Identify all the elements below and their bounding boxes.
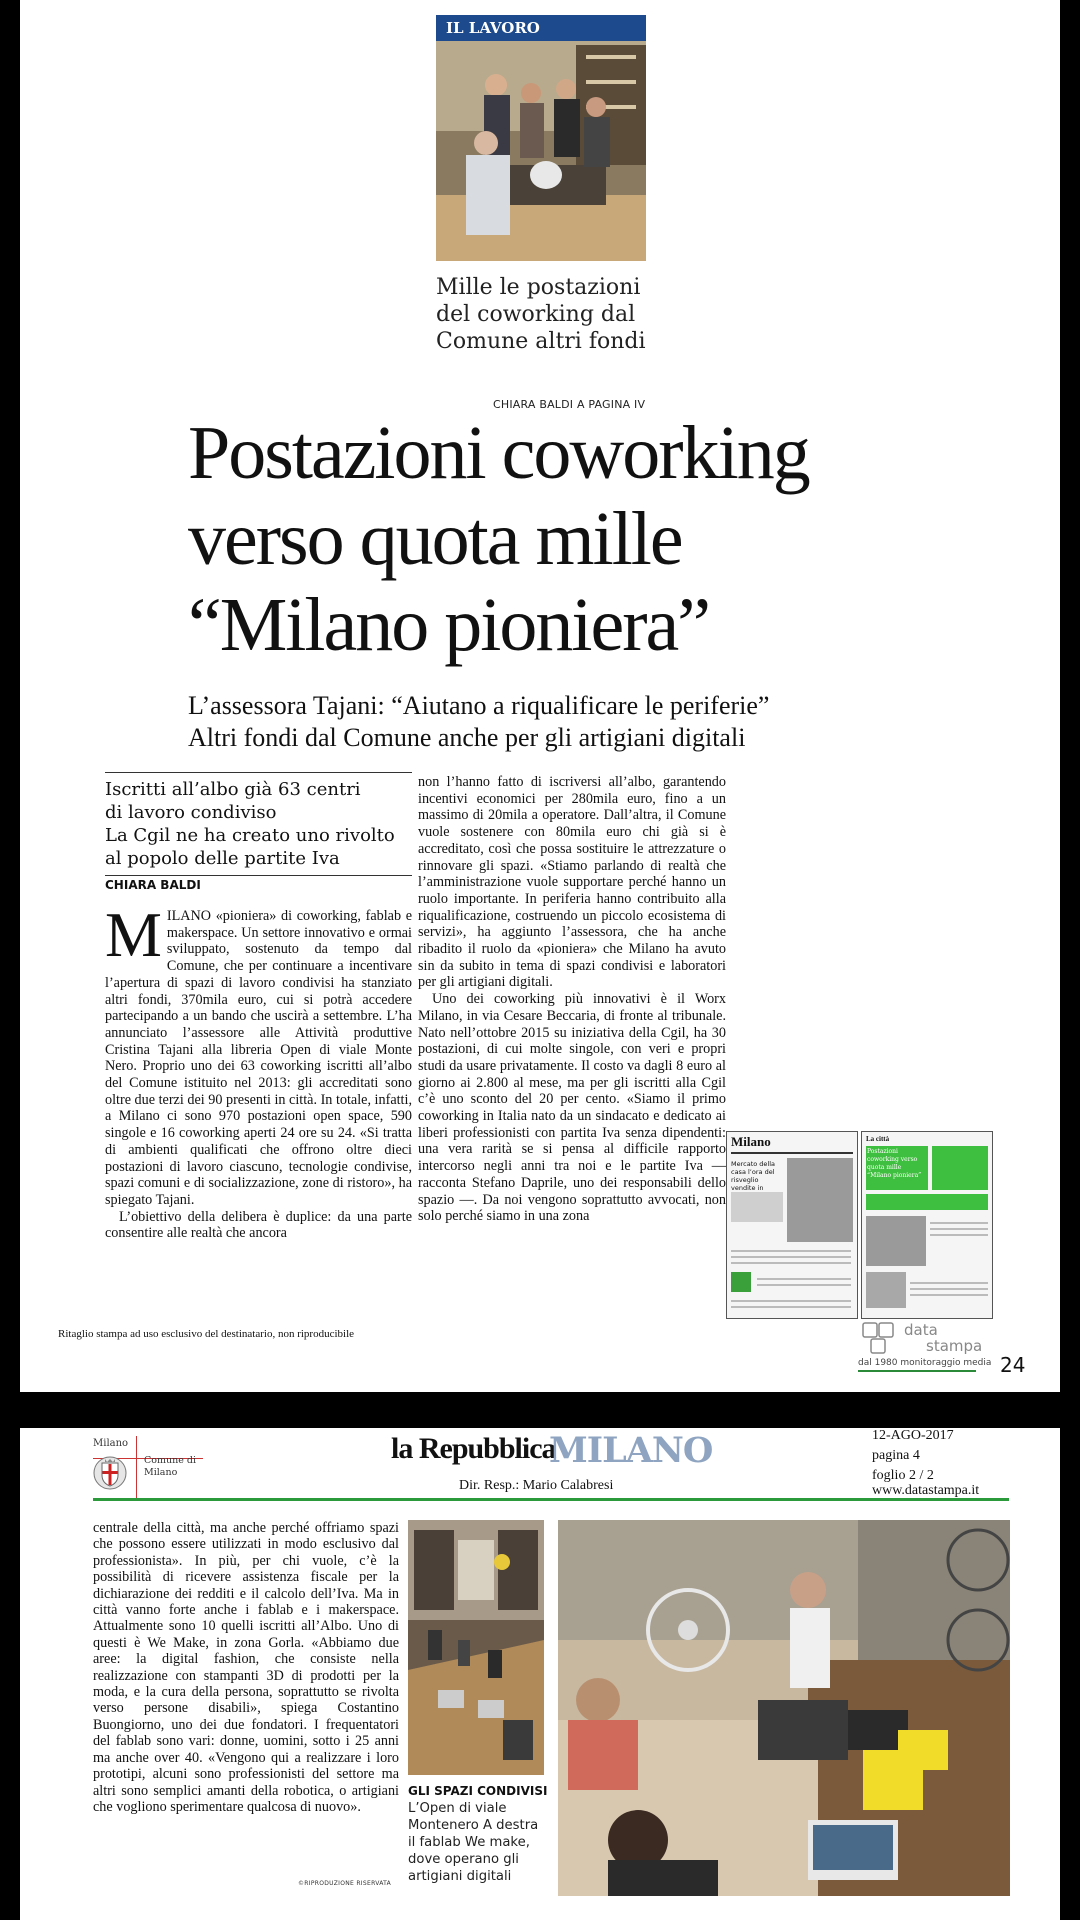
text-line — [910, 1288, 988, 1290]
page-thumbnail-milano — [726, 1131, 858, 1319]
bookstore-photo-illustration — [408, 1520, 544, 1775]
text-line — [930, 1222, 988, 1224]
section-label: IL LAVORO — [436, 15, 646, 41]
article-paragraph: L’obiettivo della delibera è duplice: da una parte consentire alle realtà che ancora — [105, 1208, 412, 1242]
text-line — [731, 1262, 851, 1264]
text-line — [757, 1284, 851, 1286]
site-url: www.datastampa.it — [872, 1483, 980, 1498]
headline-line: Postazioni coworking — [188, 411, 809, 495]
headline-line: verso quota mille — [188, 497, 682, 581]
thumbnail-title: La città — [866, 1135, 890, 1143]
headline-line: “Milano pioniera” — [188, 583, 710, 667]
article-paragraph: non l’hanno fatto di iscriversi all’albo, garantendo incentivi economici per 280mila euro, fino a un massimo di 20mila a operatore. Dall’altra, il Comune vuole sostenere con 80mila euro chi già si è accreditato, così che possa sostituire le attrezzature o rinnovare gli spazi. «Stiamo parlando di realtà che l’amministrazione vuole supportare perché hanno un ruolo importante. In periferia hanno contribuito alla riqualificazione, costruendo un piccolo ecosistema di servizi», ha aggiunto l’assessora, che ha anche ribadito il ruolo da «pioniera» che Milano ha avuto sin da subito in tema di spazi condivisi e laboratori per gli artigiani digitali. — [418, 774, 726, 991]
article-paragraph: Uno dei coworking più innovativi è il Worx Milano, in via Cesare Beccaria, di fronte al tribunale. Nato nell’ottobre 2015 su iniziativa della Cgil, ha 30 postazioni, di cui molte singole, con veri e propri studi da usare privatamente. Il costo va dagli 8 euro al giorno ai 2.800 al mese, ma per gli iscritti alla Cgil c’è uno sconto del 20 per cento. «Siamo il primo coworking in Italia nato da un sindacato e dedicato ai liberi professionisti con partita Iva senza dipendenti: una vera rarità se si pensa al difficile rapporto intercorso negli anni tra noi e le partite Iva — racconta Stefano Daprile, uno dei responsabili dello spazio —. Da noi vengono soprattutto avvocati, non solo perché siamo in una zona — [418, 991, 726, 1225]
text-line — [930, 1234, 988, 1236]
thumbnail-photo — [866, 1272, 906, 1308]
text-line — [757, 1278, 851, 1280]
teaser-text: Mille le postazioni del coworking dal Comune altri fondi — [436, 275, 646, 354]
text-line — [731, 1256, 851, 1258]
article-paragraph — [105, 899, 412, 1209]
divider — [858, 1370, 976, 1372]
clipping-page-1 — [20, 0, 1060, 1392]
drop-cap: M — [105, 899, 162, 970]
article-column-1 — [105, 899, 412, 1242]
article-column-2 — [418, 774, 726, 1225]
text-line — [910, 1282, 988, 1284]
thumbnail-ad — [731, 1272, 751, 1292]
text-line — [731, 1300, 851, 1302]
teaser-byline: CHIARA BALDI A PAGINA IV — [493, 398, 646, 411]
lead-summary — [105, 778, 415, 870]
thumbnail-photo — [731, 1192, 783, 1222]
text-line — [731, 1306, 851, 1308]
text-line — [731, 1250, 851, 1252]
lead-line: di lavoro condiviso — [105, 802, 277, 823]
photo-open-bookstore — [408, 1520, 544, 1775]
footer-note: Ritaglio stampa ad uso esclusivo del destinatario, non riproducibile — [58, 1328, 355, 1340]
comune-label: Comune di Milano — [144, 1455, 196, 1478]
datastampa-tagline: dal 1980 monitoraggio media — [858, 1358, 992, 1368]
page-number: 24 — [1000, 1353, 1026, 1377]
headline — [188, 410, 948, 668]
client-label: Milano — [93, 1438, 129, 1449]
divider — [105, 875, 412, 876]
thumbnail-headline: Mercato della casa l’ora del risveglio vendite in — [731, 1160, 776, 1192]
thumbnail-title: Milano — [731, 1134, 771, 1149]
masthead: la Repubblica — [391, 1432, 556, 1465]
thumbnail-photo — [866, 1216, 926, 1266]
copyright-note: ©RIPRODUZIONE RISERVATA — [298, 1880, 392, 1887]
photo-fablab-wemake — [558, 1520, 1010, 1896]
divider — [93, 1498, 1009, 1501]
paragraph-text: ILANO «pioniera» di coworking, fablab e makerspace. Un settore innovativo e ormai sviluppato, sostenuto da tempo dal Comune, che per continuare a incentivare l’apertura di spazi di lavoro condivisi ha stanziato altri fondi, 370mila euro, cui si potrà accedere partecipando a un bando che uscirà a settembre. L’ha annunciato l’assessore alle Attività produttive Cristina Tajani alla libreria Open di viale Monte Nero. Proprio uno dei 63 coworking iscritti all’albo del Comune istituito nel 2013: gli accreditati sono oltre due terzi dei 90 presenti in città. In totale, infatti, a Milano ci sono 970 postazioni open space, 590 singole e 16 coworking aperti 24 ore su 24. «Si tratta di ambienti qualificati che offrono oltre dieci postazioni di lavoro ciascuno, tecnologie condivise, spazi comuni e di socializzazione, zone di ristoro», ha spiegato Tajani. — [105, 908, 412, 1208]
divider — [136, 1436, 137, 1498]
caption-body: L’Open di viale Montenero A destra il fablab We make, dove operano gli artigiani digitali — [408, 1801, 539, 1884]
foglio-ref: foglio 2 / 2 — [872, 1468, 934, 1483]
subheadline-line: Altri fondi dal Comune anche per gli artigiani digitali — [188, 723, 746, 752]
lead-line: al popolo delle partite Iva — [105, 848, 340, 869]
thumbnail-highlight — [932, 1146, 988, 1190]
byline: CHIARA BALDI — [105, 878, 201, 892]
divider — [105, 772, 412, 773]
subheadline-line: L’assessora Tajani: “Aiutano a riqualificare le periferie” — [188, 691, 770, 720]
masthead-city: MILANO — [549, 1430, 713, 1471]
page-thumbnail-citta — [861, 1131, 993, 1319]
director-line: Dir. Resp.: Mario Calabresi — [459, 1478, 614, 1493]
text-line — [930, 1228, 988, 1230]
teaser-photo — [436, 15, 646, 261]
lead-line: La Cgil ne ha creato uno rivolto — [105, 825, 395, 846]
page-ref: pagina 4 — [872, 1448, 920, 1463]
fablab-photo-illustration — [558, 1520, 1010, 1896]
caption-title: GLI SPAZI CONDIVISI — [408, 1784, 548, 1798]
thumbnail-highlight — [866, 1194, 988, 1210]
subheadline — [188, 690, 948, 754]
coworking-photo-illustration — [436, 15, 646, 261]
comune-crest-icon — [93, 1453, 127, 1493]
article-column-3: centrale della città, ma anche perché offriamo spazi che possono essere utilizzati in modo esclusivo dal professionista». In più, per chi vuole, c’è la possibilità di ricevere assistenza fiscale per la dichiarazione dei redditi e il calcolo dell’Iva. Ma in città vanno forte anche i fablab e i makerspace. Attualmente sono 10 quelli iscritti all’Albo. Uno di questi è We Make, in zona Gorla. «Abbiamo due aree: la digital fashion, che consiste nella realizzazione con stampanti 3D di prodotti per la moda, e la cura della persona, soprattutto se rivolta verso persone disabili», spiega Costantino Buongiorno, uno dei due fondatori. I frequentatori del fablab sono vari: donne, uomini, sotto i 25 anni ma anche over 40. «Vengono qui a realizzare i loro prototipi, alcuni sono professionisti del settore ma altri sono semplici amanti della robotica, o artigiani che vogliono sperimentare qualcosa di nuovo». — [93, 1520, 399, 1815]
datastampa-word: stampa — [926, 1337, 983, 1355]
thumbnail-headline: Postazioni coworking verso quota mille “Milano pioniera” — [867, 1148, 922, 1179]
thumbnail-photo — [787, 1158, 853, 1242]
datastampa-word: data — [904, 1321, 938, 1339]
divider — [731, 1152, 853, 1154]
text-line — [910, 1294, 988, 1296]
clipping-page-2 — [20, 1428, 1060, 1920]
lead-line: Iscritti all’albo già 63 centri — [105, 779, 361, 800]
publication-date: 12-AGO-2017 — [872, 1428, 954, 1443]
